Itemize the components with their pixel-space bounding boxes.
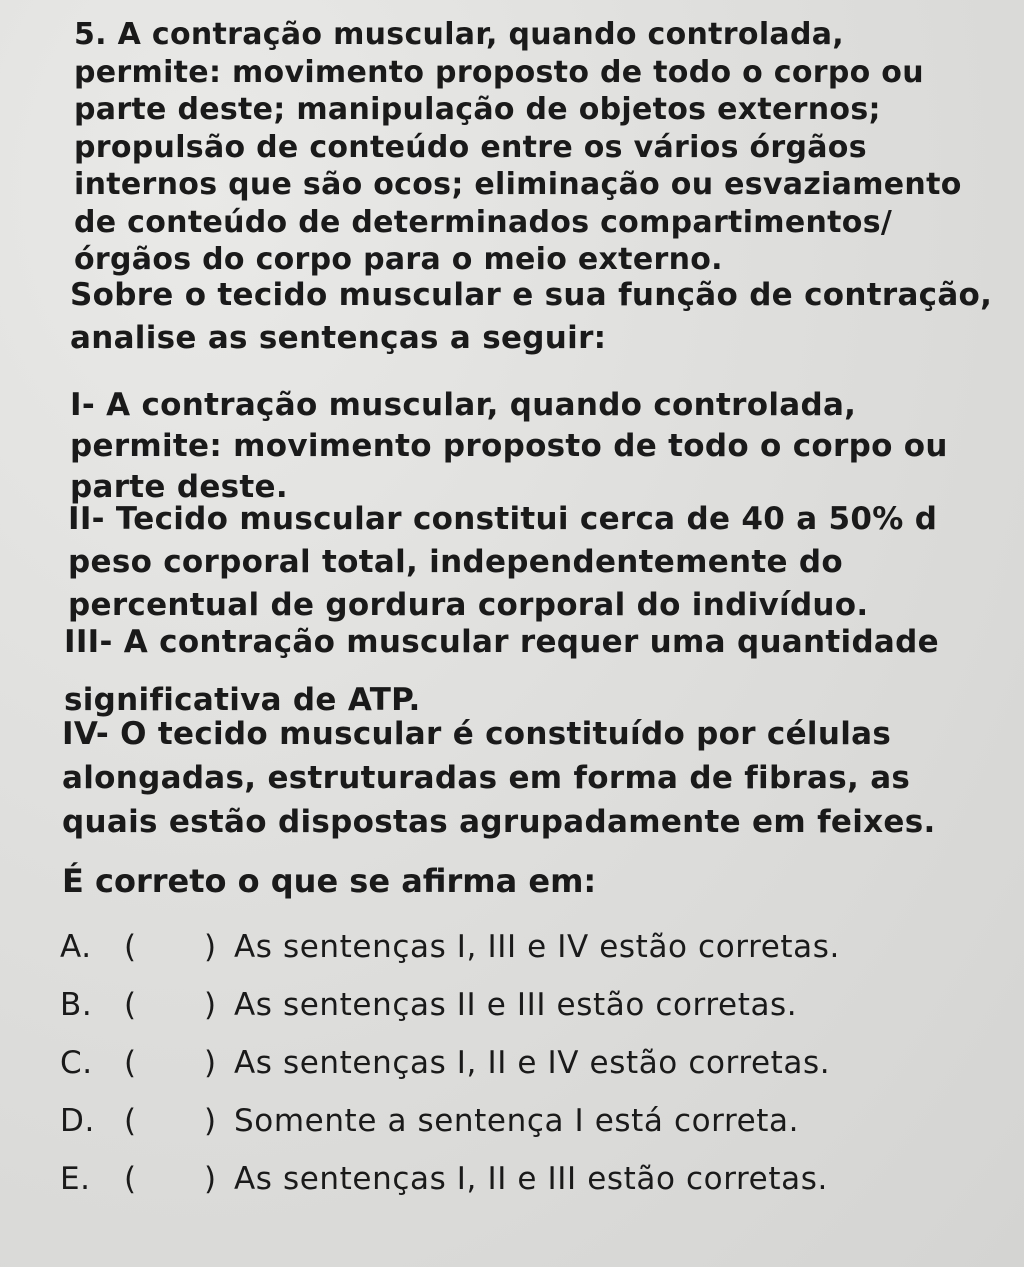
option-e[interactable] [60, 1150, 840, 1208]
question-statement-line: internos que são ocos; eliminação ou esvaziamento [74, 167, 962, 202]
question-statement-line: de conteúdo de determinados compartimentos/ [74, 204, 893, 240]
option-checkbox-close: ) [204, 1161, 217, 1197]
answer-options [60, 918, 840, 1208]
sentence-line: III- A contração muscular requer uma quantidade [64, 624, 939, 660]
option-d[interactable] [60, 1092, 840, 1150]
option-checkbox-open[interactable]: ( [124, 1103, 137, 1139]
option-checkbox-open[interactable]: ( [124, 1161, 137, 1197]
sentence-line: II- Tecido muscular constitui cerca de 40 a 50% d [68, 501, 938, 537]
option-checkbox-open[interactable]: ( [124, 1045, 137, 1081]
question-statement [74, 16, 962, 279]
question-prompt: É correto o que se afirma em: [62, 862, 597, 900]
option-text: As sentenças I, II e III estão corretas. [234, 1161, 828, 1197]
option-text: As sentenças II e III estão corretas. [234, 987, 798, 1023]
sentence-line: alongadas, estruturadas em forma de fibras, as [62, 760, 911, 796]
question-statement-line: propulsão de conteúdo entre os vários órgãos [74, 129, 867, 165]
option-letter: D. [60, 1103, 95, 1139]
option-text: As sentenças I, II e IV estão corretas. [234, 1045, 831, 1081]
question-intro [70, 274, 992, 360]
question-intro-line: analise as sentenças a seguir: [70, 320, 607, 356]
option-checkbox-close: ) [204, 1103, 217, 1139]
question-statement-line: permite: movimento proposto de todo o corpo ou [74, 54, 924, 90]
option-b[interactable] [60, 976, 840, 1034]
sentence-line: significativa de ATP. [64, 682, 421, 718]
option-letter: C. [60, 1045, 93, 1081]
sentence-line: quais estão dispostas agrupadamente em feixes. [62, 804, 936, 840]
sentence-line: parte deste. [70, 469, 288, 505]
sentence-line: permite: movimento proposto de todo o corpo ou [70, 428, 948, 464]
option-letter: E. [60, 1161, 91, 1197]
question-statement-line: órgãos do corpo para o meio externo. [74, 242, 723, 277]
option-checkbox-open[interactable]: ( [124, 987, 137, 1023]
option-c[interactable] [60, 1034, 840, 1092]
sentence-line: IV- O tecido muscular é constituído por células [62, 716, 892, 752]
option-text: Somente a sentença I está correta. [234, 1103, 800, 1139]
option-checkbox-close: ) [204, 987, 217, 1023]
sentence-line: percentual de gordura corporal do indivíduo. [68, 587, 869, 623]
sentence-iv [62, 712, 936, 844]
question-statement-line: parte deste; manipulação de objetos externos; [74, 92, 881, 127]
sentence-ii [68, 498, 937, 627]
sentence-i [70, 385, 948, 508]
sentence-line: peso corporal total, independentemente do [68, 544, 844, 580]
option-checkbox-open[interactable]: ( [124, 929, 137, 965]
question-statement-line: 5. A contração muscular, quando controlada, [74, 17, 844, 52]
option-a[interactable] [60, 918, 840, 976]
option-checkbox-close: ) [204, 1045, 217, 1081]
option-letter: A. [60, 929, 92, 965]
option-letter: B. [60, 987, 93, 1023]
question-intro-line: Sobre o tecido muscular e sua função de contração, [70, 277, 993, 313]
option-checkbox-close: ) [204, 929, 217, 965]
sentence-line: I- A contração muscular, quando controlada, [70, 387, 857, 423]
option-text: As sentenças I, III e IV estão corretas. [234, 929, 840, 965]
